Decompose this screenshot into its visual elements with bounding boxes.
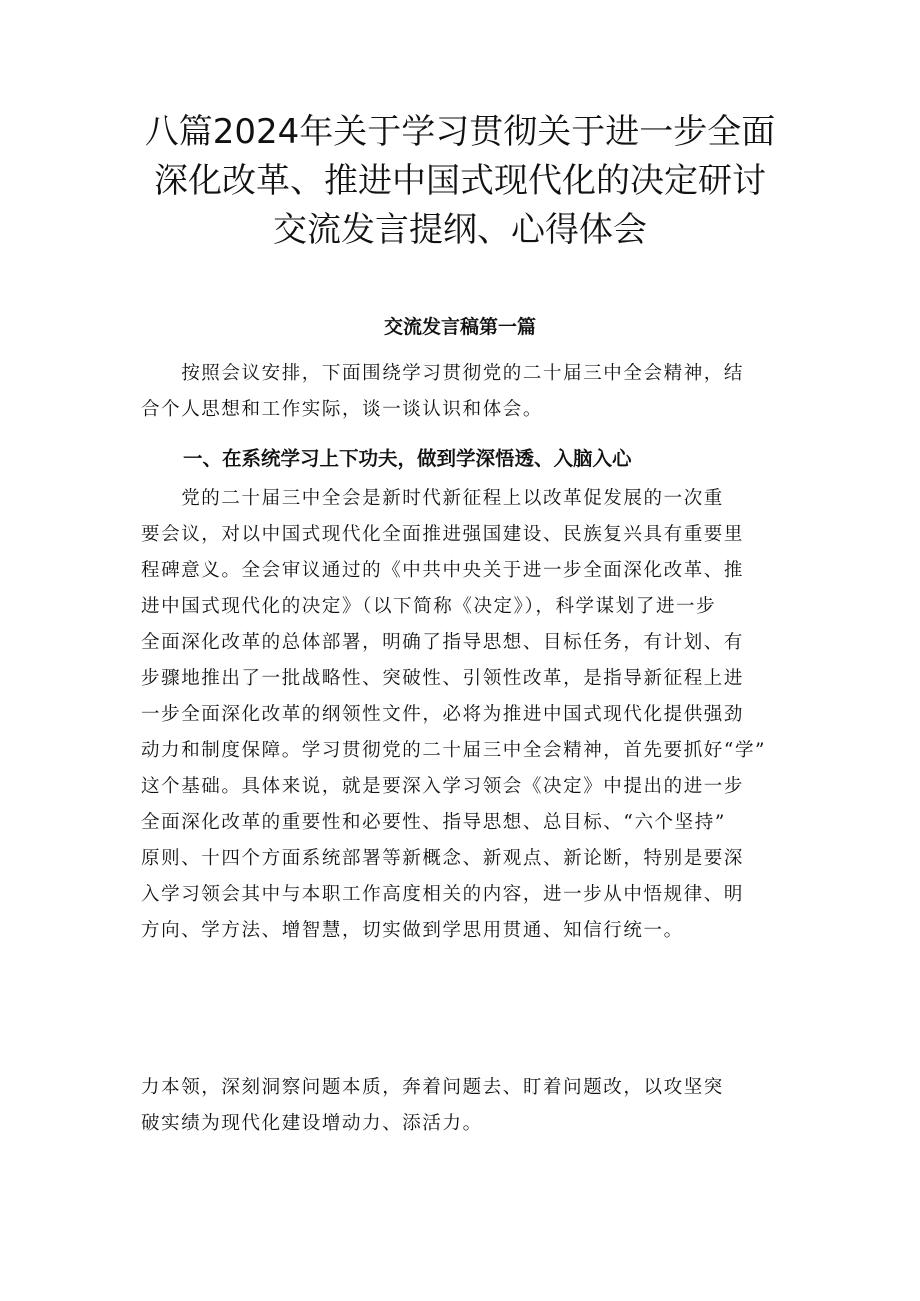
text-line: 步骤地推出了一批战略性、突破性、引领性改革，是指导新征程上进 xyxy=(141,668,745,689)
text-line: 力本领，深刻洞察问题本质，奔着问题去、盯着问题改，以攻坚突 xyxy=(141,1077,724,1098)
text-line: 这个基础。具体来说，就是要深入学习领会《决定》中提出的进一步 xyxy=(141,776,745,797)
text-line: 程碑意义。全会审议通过的《中共中央关于进一步全面深化改革、推 xyxy=(141,560,745,581)
text-line: 原则、十四个方面系统部署等新概念、新观点、新论断，特别是要深 xyxy=(141,848,745,869)
title-line: 深化改革、推进中国式现代化的决定研讨 xyxy=(154,161,766,201)
intro-paragraph xyxy=(141,356,791,428)
text-line: 进中国式现代化的决定》（以下简称《决定》），科学谋划了进一步 xyxy=(141,596,717,617)
section-heading: 交流发言稿第一篇 xyxy=(383,316,536,338)
body-paragraph xyxy=(141,481,791,949)
document-title xyxy=(100,108,820,255)
text-line: 动力和制度保障。学习贯彻党的二十届三中全会精神，首先要抓好“学” xyxy=(141,740,767,761)
text-line: 党的二十届三中全会是新时代新征程上以改革促发展的一次重 xyxy=(141,488,724,509)
subheading: 一、在系统学习上下功夫，做到学深悟透、入脑入心 xyxy=(183,447,632,470)
title-line: 交流发言提纲、心得体会 xyxy=(273,210,647,250)
text-line: 全面深化改革的总体部署，明确了指导思想、目标任务，有计划、有 xyxy=(141,632,745,653)
text-line: 一步全面深化改革的纲领性文件，必将为推进中国式现代化提供强劲 xyxy=(141,704,745,725)
text-line: 方向、学方法、增智慧，切实做到学思用贯通、知信行统一。 xyxy=(141,920,684,941)
text-line: 全面深化改革的重要性和必要性、指导思想、总目标、“六个坚持” xyxy=(141,812,726,833)
text-line: 按照会议安排，下面围绕学习贯彻党的二十届三中全会精神，结 xyxy=(141,363,745,384)
text-line: 入学习领会其中与本职工作高度相关的内容，进一步从中悟规律、明 xyxy=(141,884,745,905)
closing-paragraph xyxy=(141,1070,791,1142)
text-line: 要会议，对以中国式现代化全面推进强国建设、民族复兴具有重要里 xyxy=(141,524,745,545)
text-line: 合个人思想和工作实际，谈一谈认识和体会。 xyxy=(141,399,544,420)
text-line: 破实绩为现代化建设增动力、添活力。 xyxy=(141,1113,483,1134)
title-line: 八篇2024年关于学习贯彻关于进一步全面 xyxy=(144,112,776,152)
